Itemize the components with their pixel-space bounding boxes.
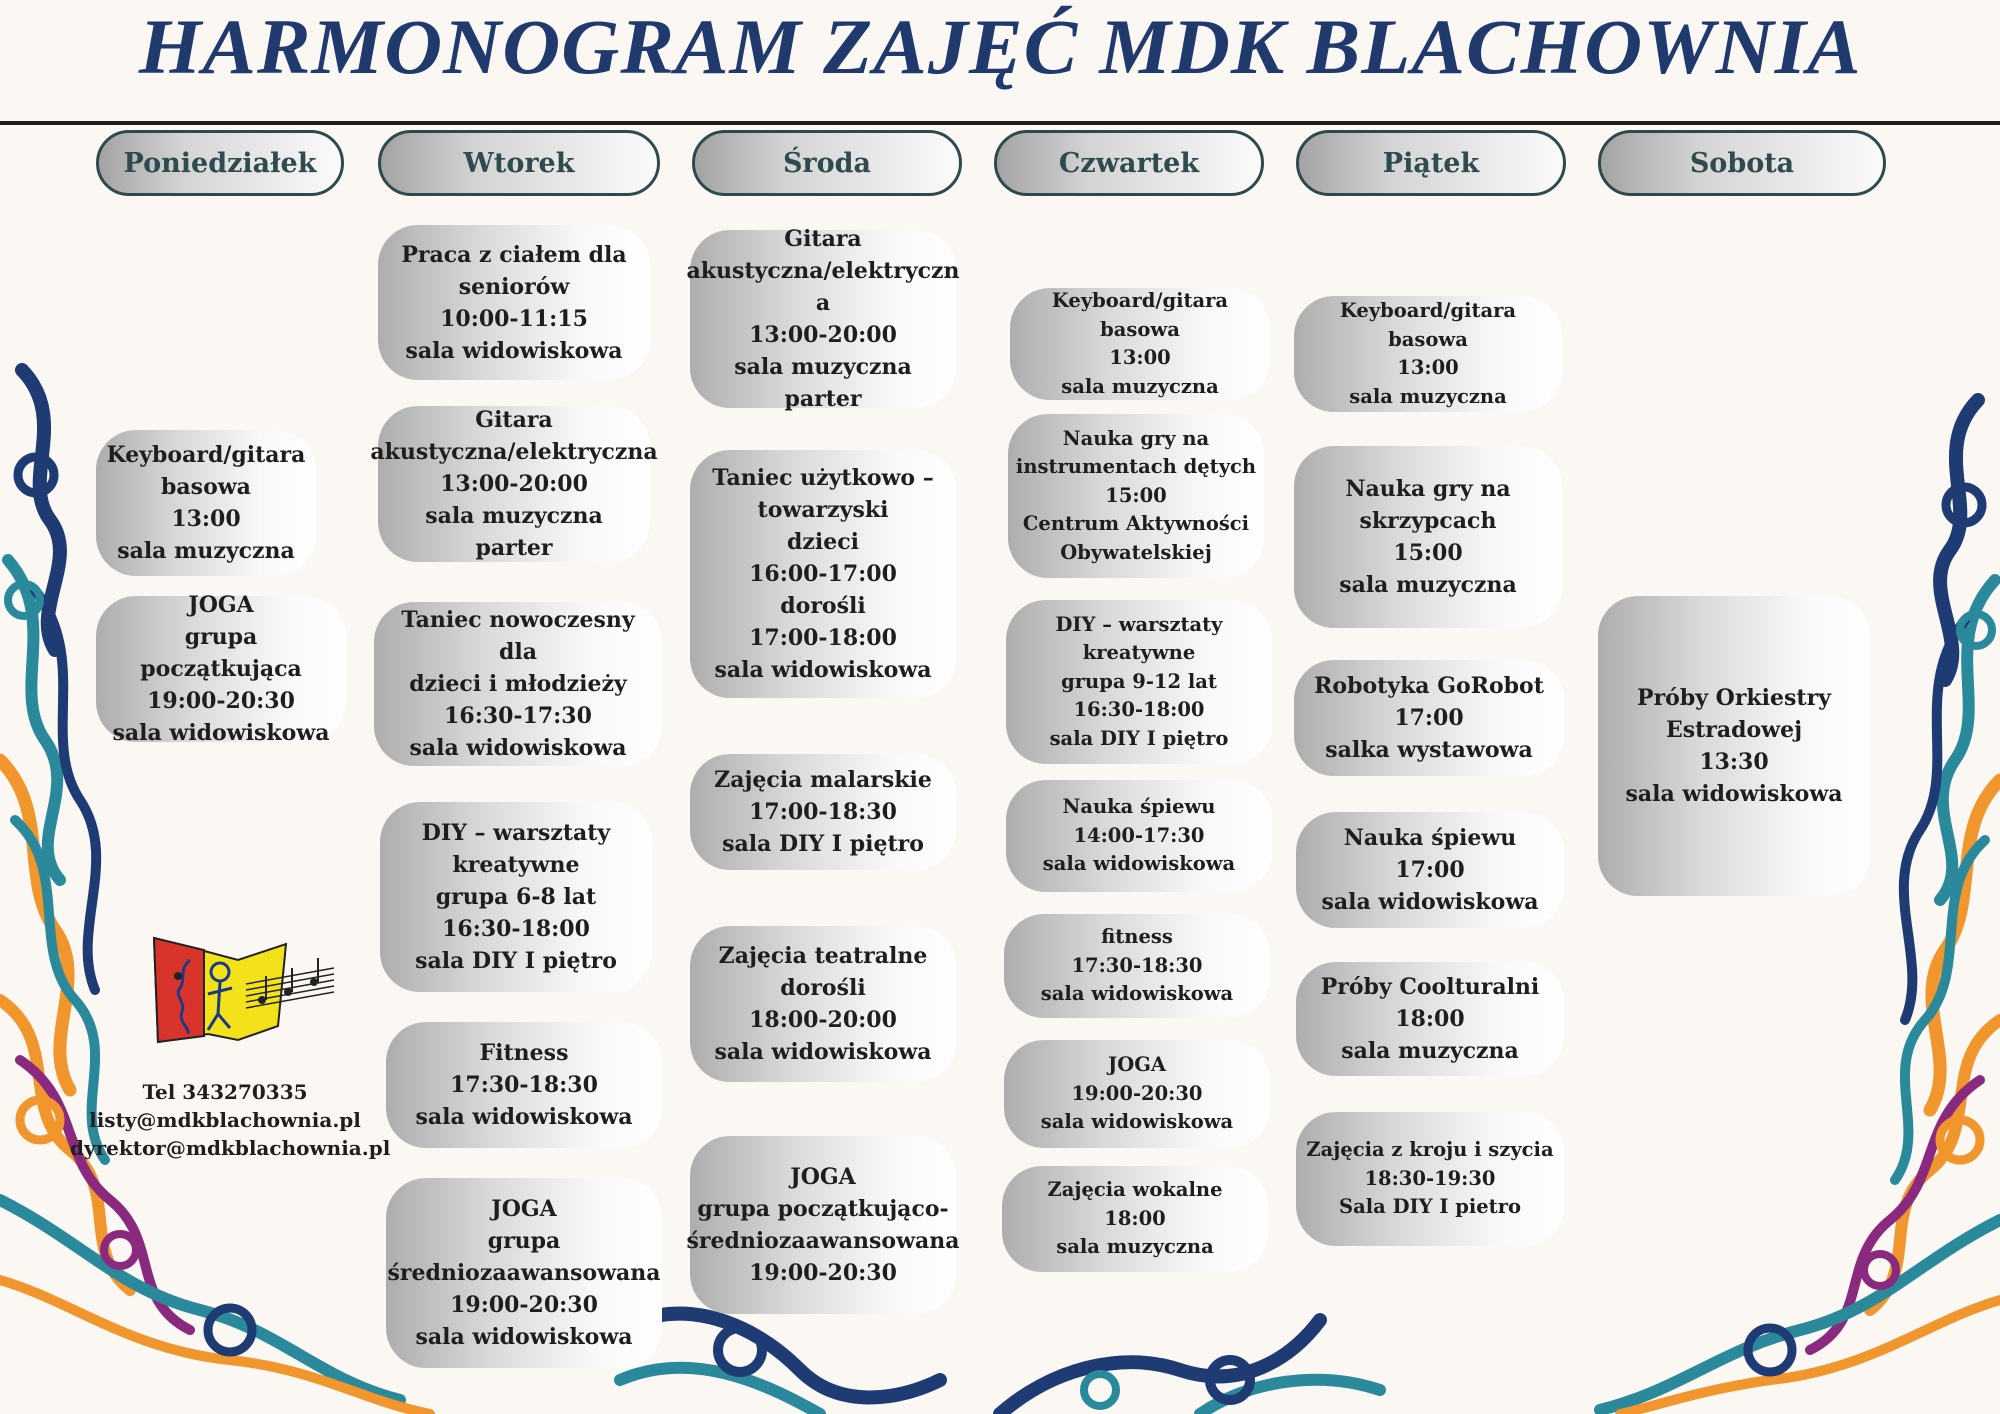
schedule-card-monday-1 — [96, 430, 316, 576]
card-line: fitness — [1101, 925, 1173, 949]
card-line: 14:00-17:30 — [1073, 823, 1205, 847]
card-line: 13:00 — [1397, 356, 1459, 379]
card-line: dzieci i młodzieży — [409, 671, 627, 697]
schedule-card-wednesday-1 — [686, 226, 960, 412]
card-line: DIY – warsztaty — [1055, 612, 1223, 636]
card-line: sala DIY I piętro — [722, 831, 924, 857]
card-line: instrumentach dętych — [1015, 455, 1257, 479]
card-line: 17:00-18:30 — [749, 799, 897, 825]
card-line: Gitara — [475, 407, 553, 433]
schedule-card-wednesday-2 — [690, 450, 956, 698]
card-line: basowa — [161, 474, 251, 500]
card-line: sala widowiskowa — [112, 720, 330, 746]
card-line: sala widowiskowa — [415, 1324, 633, 1350]
day-header-friday: Piątek — [1296, 130, 1566, 196]
schedule-card-tuesday-4 — [380, 802, 652, 992]
card-line: 16:30-18:00 — [1073, 698, 1205, 722]
schedule-card-thursday-3 — [1006, 600, 1272, 764]
schedule-card-thursday-4 — [1006, 780, 1272, 892]
card-line: Zajęcia teatralne — [718, 943, 928, 969]
card-line: akustyczna/elektryczna — [370, 439, 658, 465]
card-line: 17:00 — [1395, 857, 1465, 883]
card-line: 19:00-20:30 — [450, 1292, 598, 1318]
schedule-card-tuesday-2 — [370, 406, 658, 562]
card-line: Nauka gry na — [1345, 476, 1511, 502]
contact-phone: Tel 343270335 — [142, 1080, 308, 1104]
schedule-card-friday-4 — [1296, 812, 1564, 928]
schedule-card-tuesday-3 — [374, 602, 662, 766]
schedule-card-thursday-2 — [1008, 414, 1264, 578]
card-line: 19:00-20:30 — [749, 1260, 897, 1286]
card-line: sala muzyczna — [117, 538, 295, 564]
card-line: Zajęcia z kroju i szycia — [1306, 1138, 1554, 1162]
card-line: 19:00-20:30 — [147, 688, 295, 714]
card-line: sala DIY I piętro — [415, 948, 617, 974]
card-line: JOGA — [188, 592, 254, 618]
schedule-card-thursday-1 — [1010, 288, 1270, 400]
card-line: 16:30-18:00 — [442, 916, 590, 942]
card-line: 18:00 — [1104, 1206, 1166, 1230]
schedule-card-saturday-1 — [1598, 596, 1870, 896]
card-line: Robotyka GoRobot — [1314, 673, 1544, 699]
card-line: sala widowiskowa — [1625, 781, 1843, 807]
card-line: 17:00-18:00 — [749, 625, 897, 651]
schedule-card-tuesday-1 — [378, 225, 650, 380]
schedule-card-wednesday-3 — [690, 754, 956, 870]
card-line: 15:00 — [1393, 540, 1463, 566]
day-header-saturday: Sobota — [1598, 130, 1886, 196]
card-line: sala muzyczna parter — [425, 503, 603, 561]
card-line: Nauka śpiewu — [1343, 825, 1517, 851]
card-line: 18:00 — [1395, 1006, 1465, 1032]
card-line: Praca z ciałem dla — [401, 241, 627, 268]
schedule-card-thursday-7 — [1002, 1166, 1268, 1272]
card-line: średniozaawansowana — [387, 1260, 661, 1286]
schedule-card-wednesday-5 — [686, 1136, 960, 1314]
card-line: Nauka gry na — [1062, 426, 1210, 450]
schedule-card-friday-1 — [1294, 296, 1562, 412]
card-line: sala widowiskowa — [1040, 982, 1234, 1006]
card-line: sala DIY I piętro — [1049, 726, 1229, 750]
card-line: sala widowiskowa — [409, 735, 627, 761]
card-line: sala widowiskowa — [714, 1039, 932, 1065]
schedule-card-friday-3 — [1294, 660, 1564, 776]
card-line: grupa 9-12 lat — [1061, 669, 1217, 693]
schedule-card-friday-2 — [1294, 446, 1562, 628]
card-line: Nauka śpiewu — [1062, 795, 1216, 819]
card-line: towarzyski — [757, 497, 889, 523]
card-line: dorośli — [780, 975, 866, 1001]
card-line: 19:00-20:30 — [1071, 1081, 1203, 1105]
schedule-card-wednesday-4 — [690, 926, 956, 1082]
schedule-card-monday-2 — [96, 592, 346, 746]
card-line: 17:30-18:30 — [1071, 953, 1203, 977]
page-title-text: HARMONOGRAM ZAJĘĆ MDK BLACHOWNIA — [138, 3, 1862, 90]
day-header-tuesday: Wtorek — [378, 130, 660, 196]
card-line: sala muzyczna — [1061, 374, 1219, 398]
card-line: grupa początkująco- — [697, 1196, 949, 1222]
card-line: 17:30-18:30 — [450, 1072, 598, 1098]
card-line: 13:00 — [1109, 346, 1171, 369]
schedule-card-tuesday-5 — [386, 1022, 662, 1148]
card-line: grupa 6-8 lat — [435, 884, 597, 910]
schedule-card-friday-5 — [1296, 962, 1564, 1076]
schedule-card-thursday-6 — [1004, 1040, 1270, 1148]
card-line: 13:00-20:00 — [749, 322, 897, 348]
card-line: sala muzyczna — [1349, 384, 1507, 408]
card-line: sala widowiskowa — [1321, 889, 1539, 915]
day-header-monday: Poniedziałek — [96, 130, 344, 196]
card-line: JOGA — [1108, 1053, 1166, 1077]
card-line: Centrum Aktywności — [1022, 512, 1250, 536]
card-line: sala muzyczna — [1339, 572, 1517, 598]
card-line: Sala DIY I pietro — [1339, 1195, 1521, 1219]
card-line: 13:30 — [1699, 749, 1769, 775]
card-line: Zajęcia malarskie — [714, 767, 932, 793]
card-line: sala muzyczna — [1056, 1235, 1214, 1259]
card-line: 15:00 — [1105, 483, 1167, 507]
card-line: Taniec nowoczesny dla — [401, 607, 635, 665]
card-line: a — [815, 290, 831, 316]
card-line: sala widowiskowa — [714, 657, 932, 683]
card-line: sala widowiskowa — [1042, 852, 1236, 876]
card-line: Keyboard/gitara basowa — [1051, 289, 1229, 341]
card-line: akustyczna/elektryczn — [686, 258, 960, 284]
contact-email: listy@mdkblachownia.pl — [89, 1108, 361, 1132]
card-line: Keyboard/gitara basowa — [1339, 299, 1517, 351]
card-line: sala widowiskowa — [1040, 1110, 1234, 1134]
card-line: seniorów — [458, 273, 570, 300]
card-line: średniozaawansowana — [686, 1228, 960, 1254]
card-line: Gitara — [784, 226, 862, 252]
schedule-card-friday-6 — [1296, 1112, 1564, 1246]
contact-info — [70, 1078, 391, 1162]
schedule-card-tuesday-6 — [386, 1178, 662, 1368]
card-line: grupa początkująca — [140, 624, 302, 682]
card-line: 10:00-11:15 — [440, 305, 588, 332]
card-line: sala muzyczna parter — [734, 354, 912, 412]
card-line: skrzypcach — [1359, 508, 1497, 534]
card-line: 13:00 — [171, 506, 241, 532]
card-line: Taniec użytkowo – — [712, 465, 934, 491]
card-line: sala muzyczna — [1341, 1038, 1519, 1064]
card-line: JOGA — [491, 1196, 557, 1222]
card-line: Fitness — [479, 1040, 569, 1066]
page-title — [0, 2, 2000, 92]
day-header-thursday: Czwartek — [994, 130, 1264, 196]
card-line: Estradowej — [1665, 717, 1803, 743]
card-line: dzieci — [787, 529, 859, 555]
card-line: dorośli — [780, 593, 866, 619]
card-line: JOGA — [790, 1164, 856, 1190]
card-line: 18:30-19:30 — [1364, 1166, 1496, 1190]
card-line: 18:00-20:00 — [749, 1007, 897, 1033]
card-line: Keyboard/gitara — [106, 442, 306, 468]
card-line: Próby Coolturalni — [1320, 974, 1540, 1000]
card-line: Obywatelskiej — [1060, 540, 1212, 564]
day-header-wednesday: Środa — [692, 130, 962, 196]
card-line: 17:00 — [1394, 705, 1464, 731]
card-line: 13:00-20:00 — [440, 471, 588, 497]
mdk-logo — [138, 930, 338, 1050]
card-line: 16:00-17:00 — [749, 561, 897, 587]
card-line: sala widowiskowa — [415, 1104, 633, 1130]
title-divider — [0, 121, 2000, 125]
card-line: Zajęcia wokalne — [1047, 1178, 1223, 1202]
card-line: salka wystawowa — [1325, 737, 1533, 763]
card-line: kreatywne — [452, 852, 580, 878]
card-line: kreatywne — [1082, 641, 1196, 665]
card-line: grupa — [487, 1228, 561, 1254]
contact-email-director: dyrektor@mdkblachownia.pl — [70, 1136, 391, 1160]
card-line: 16:30-17:30 — [444, 703, 592, 729]
card-line: Próby Orkiestry — [1637, 685, 1831, 711]
card-line: sala widowiskowa — [405, 337, 623, 364]
schedule-card-thursday-5 — [1004, 914, 1270, 1018]
card-line: DIY – warsztaty — [421, 820, 611, 846]
